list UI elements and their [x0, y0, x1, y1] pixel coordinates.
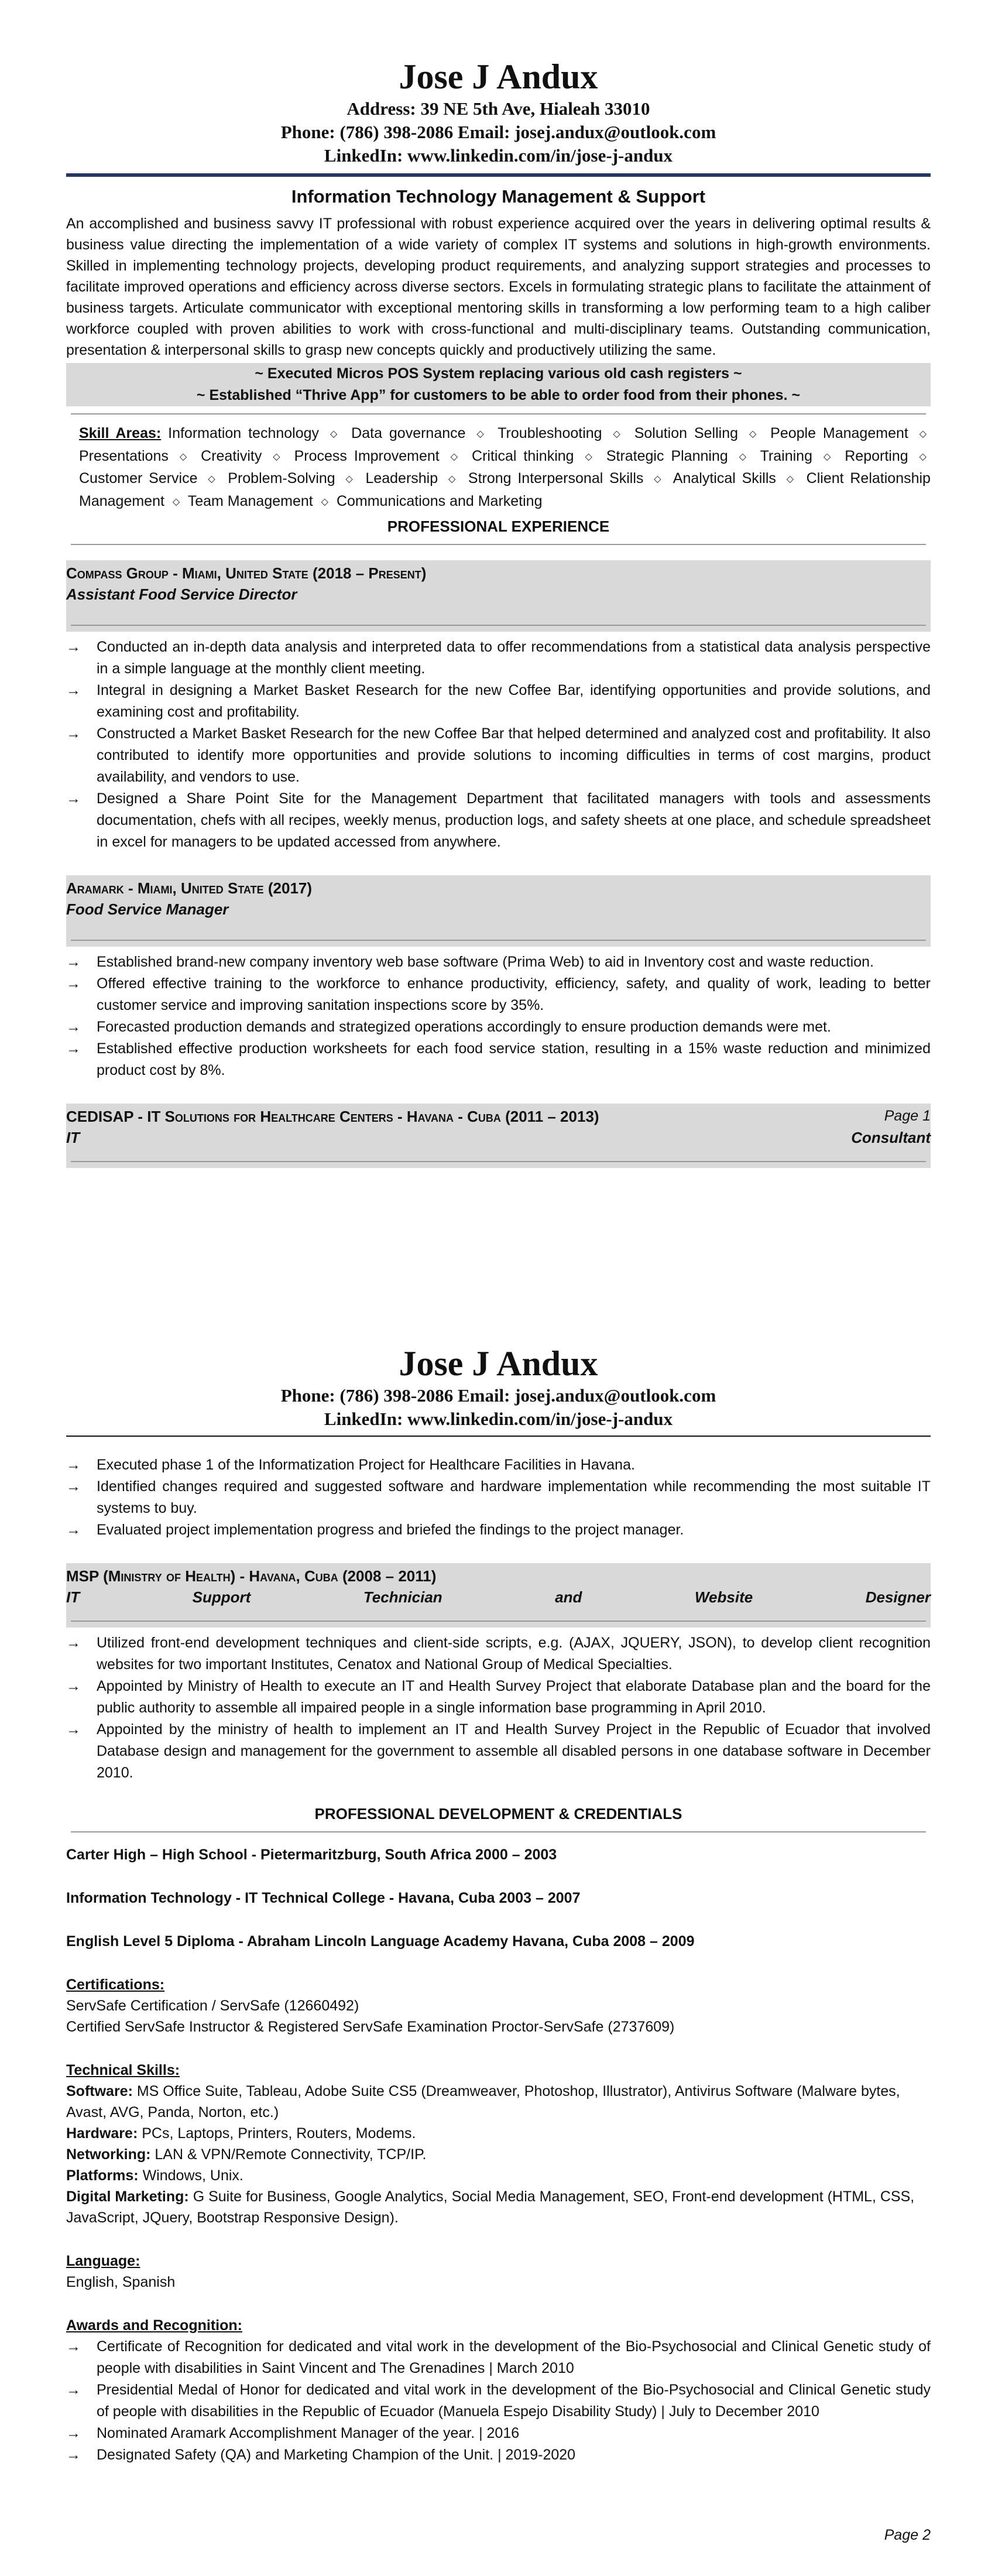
right-arrow-icon: → — [66, 790, 81, 807]
skill-item: Troubleshooting — [498, 425, 602, 441]
right-arrow-icon: → — [66, 975, 81, 992]
linkedin: LinkedIn: www.linkedin.com/in/jose-j-andux — [324, 145, 673, 166]
right-arrow-icon: → — [66, 1635, 81, 1651]
bullet-item — [66, 1476, 931, 1519]
highlight: ~ Executed Micros POS System replacing various old cash registers ~ — [255, 365, 742, 382]
right-arrow-icon: → — [66, 1478, 81, 1495]
awards-list — [66, 2336, 931, 2466]
technical-skill-category: Software: — [66, 2083, 133, 2099]
skill-areas-label: Skill Areas: — [79, 425, 162, 441]
skill-item: Team Management — [187, 492, 313, 509]
skill-item: Data governance — [351, 425, 466, 441]
bullet-item — [66, 788, 931, 853]
technical-skill-values: MS Office Suite, Tableau, Adobe Suite CS5 (Dreamweaver, Photoshop, Illustrator), Antivirus Software (Malware bytes, Avast, AVG, Panda, Norton, etc.) — [66, 2083, 900, 2121]
diamond-separator-icon: ◇ — [476, 429, 487, 439]
right-arrow-icon: → — [66, 2338, 81, 2355]
education-entry: Information Technology - IT Technical College - Havana, Cuba 2003 – 2007 — [66, 1890, 581, 1906]
divider — [71, 1161, 926, 1162]
divider — [71, 1621, 926, 1622]
bullet-item — [66, 1038, 931, 1081]
skill-item: Critical thinking — [472, 447, 574, 464]
job-header-cedisap — [66, 1104, 931, 1168]
job-bullets — [66, 636, 931, 853]
technical-skill-category: Digital Marketing: — [66, 2188, 189, 2205]
section-title-experience: PROFESSIONAL EXPERIENCE — [387, 518, 610, 535]
languages: English, Spanish — [66, 2274, 176, 2290]
bullet-item — [66, 680, 931, 723]
technical-skill-line — [66, 2081, 931, 2123]
bullet-item — [66, 723, 931, 788]
education-entry: Carter High – High School - Pietermaritzburg, South Africa 2000 – 2003 — [66, 1847, 557, 1863]
bullet-text: Utilized front-end development techniques and client-side scripts, e.g. (AJAX, JQUERY, JSON), to develop client recognition websites for two important Institutes, Cenatox and National Group of Medical Specialties. — [97, 1635, 931, 1673]
technical-skills-heading: Technical Skills: — [66, 2062, 180, 2078]
skill-item: Client Relationship Management — [79, 470, 931, 509]
address: Address: 39 NE 5th Ave, Hialeah 33010 — [346, 98, 650, 119]
job-header-msp — [66, 1563, 931, 1628]
technical-skill-line — [66, 2123, 931, 2144]
job-title: Food Service Manager — [66, 900, 229, 918]
technical-skill-values: Windows, Unix. — [138, 2167, 243, 2184]
bullet-text: Executed phase 1 of the Informatization Project for Healthcare Facilities in Havana. — [97, 1457, 635, 1473]
bullet-item — [66, 1454, 931, 1476]
job-company: CEDISAP - IT Solutions for Healthcare Centers - Havana - Cuba (2011 – 2013) — [66, 1108, 599, 1125]
bullet-item — [66, 2336, 931, 2379]
technical-skill-values: LAN & VPN/Remote Connectivity, TCP/IP. — [150, 2146, 427, 2163]
bullet-item — [66, 2444, 931, 2466]
language-heading: Language: — [66, 2253, 140, 2269]
technical-skill-category: Platforms: — [66, 2167, 139, 2184]
right-arrow-icon: → — [66, 1721, 81, 1738]
right-arrow-icon: → — [66, 2447, 81, 2463]
divider — [71, 625, 926, 626]
right-arrow-icon: → — [66, 2382, 81, 2398]
bullet-item — [66, 2379, 931, 2423]
technical-skill-values: G Suite for Business, Google Analytics, Social Media Management, SEO, Front-end development (HTML, CSS, JavaScript, JQuery, Bootstrap Responsive Design). — [66, 2188, 915, 2226]
bullet-text: Offered effective training to the workforce to enhance productivity, efficiency, safety, and quality of work, leading to better customer service and improving sanitation inspections score by 35%. — [97, 975, 931, 1013]
technical-skill-line — [66, 2144, 931, 2165]
bullet-text: Established brand-new company inventory web base software (Prima Web) to aid in Inventory cost and waste reduction. — [97, 954, 874, 970]
bullet-text: Presidential Medal of Honor for dedicated and vital work in the development of the Bio-Psychosocial and Clinical Genetic study of people with disabilities in the Republic of Ecuador (Manuela Espejo Disability Study) | July to December 2010 — [97, 2382, 931, 2420]
right-arrow-icon: → — [66, 954, 81, 970]
candidate-name: Jose J Andux — [399, 1344, 598, 1383]
bullet-text: Established effective production worksheets for each food service station, resulting in a 15% waste reduction and minimized product cost by 8%. — [97, 1040, 931, 1078]
job-title: Assistant Food Service Director — [66, 585, 297, 603]
diamond-separator-icon: ◇ — [739, 451, 750, 462]
diamond-separator-icon: ◇ — [786, 474, 796, 484]
section-title-credentials: PROFESSIONAL DEVELOPMENT & CREDENTIALS — [314, 1805, 682, 1823]
awards-heading: Awards and Recognition: — [66, 2317, 242, 2334]
diamond-separator-icon: ◇ — [919, 451, 927, 462]
bullet-item — [66, 636, 931, 680]
diamond-separator-icon: ◇ — [345, 474, 355, 484]
certification: ServSafe Certification / ServSafe (12660492) — [66, 1998, 359, 2014]
linkedin: LinkedIn: www.linkedin.com/in/jose-j-andux — [324, 1409, 673, 1429]
skill-item: People Management — [770, 425, 908, 441]
highlight: ~ Established “Thrive App” for customers to be able to order food from their phones. ~ — [196, 387, 801, 403]
technical-skill-values: PCs, Laptops, Printers, Routers, Modems. — [138, 2125, 416, 2142]
job-company: Compass Group - Miami, United State (2018 – Present) — [66, 564, 427, 582]
skill-item: Presentations — [79, 447, 169, 464]
right-arrow-icon: → — [66, 639, 81, 655]
job-company: Aramark - Miami, United State (2017) — [66, 879, 313, 897]
page-number: Page 1 — [884, 1108, 931, 1124]
bullet-text: Integral in designing a Market Basket Research for the new Coffee Bar, identifying opportunities and provide solutions, and examining cost and profitability. — [97, 682, 931, 720]
diamond-separator-icon: ◇ — [273, 451, 283, 462]
bullet-text: Nominated Aramark Accomplishment Manager of the year. | 2016 — [97, 2425, 520, 2441]
bullet-item — [66, 1519, 931, 1541]
skill-item: Problem-Solving — [228, 470, 335, 487]
technical-skill-category: Networking: — [66, 2146, 151, 2163]
diamond-separator-icon: ◇ — [448, 474, 458, 484]
header-divider — [66, 173, 931, 177]
highlights-band — [66, 363, 931, 406]
diamond-separator-icon: ◇ — [208, 474, 218, 484]
skill-item: Information technology — [168, 425, 320, 441]
divider — [71, 544, 926, 545]
diamond-separator-icon: ◇ — [919, 429, 927, 439]
job-header-compass — [66, 560, 931, 632]
bullet-item — [66, 1016, 931, 1038]
skill-item: Training — [760, 447, 812, 464]
bullet-item — [66, 2423, 931, 2444]
job-title: IT Support Technician and Website Designer — [66, 1588, 931, 1606]
right-arrow-icon: → — [66, 1678, 81, 1694]
skill-item: Creativity — [201, 447, 262, 464]
education-entry: English Level 5 Diploma - Abraham Lincoln Language Academy Havana, Cuba 2008 – 2009 — [66, 1933, 695, 1950]
right-arrow-icon: → — [66, 2425, 81, 2441]
bullet-text: Constructed a Market Basket Research for the new Coffee Bar that helped determined and analyzed cost and profitability. It also contributed to identify more opportunities and provide solutions to incoming difficulties in terms of cost margins, product availability, and vendors to use. — [97, 725, 931, 785]
diamond-separator-icon: ◇ — [613, 429, 623, 439]
phone-email: Phone: (786) 398-2086 Email: josej.andux@outlook.com — [280, 1385, 716, 1406]
bullet-item — [66, 973, 931, 1016]
certifications-heading: Certifications: — [66, 1976, 165, 1993]
right-arrow-icon: → — [66, 1522, 81, 1538]
job-header-aramark — [66, 875, 931, 947]
bullet-text: Forecasted production demands and strategized operations accordingly to ensure production demands were met. — [97, 1019, 831, 1035]
skill-item: Solution Selling — [634, 425, 739, 441]
diamond-separator-icon: ◇ — [179, 451, 190, 462]
bullet-text: Certificate of Recognition for dedicated and vital work in the development of the Bio-Psychosocial and Clinical Genetic study of people with disabilities in Saint Vincent and The Grenadines | March 2010 — [97, 2338, 931, 2376]
diamond-separator-icon: ◇ — [654, 474, 664, 484]
bullet-item — [66, 1676, 931, 1719]
bullet-text: Appointed by the ministry of health to implement an IT and Health Survey Project in the Republic of Ecuador that involved Database design and management for the government to assemble all disabled persons in one database software in December 2010. — [97, 1721, 931, 1781]
skill-item: Strong Interpersonal Skills — [468, 470, 644, 487]
headline: Information Technology Management & Support — [291, 186, 706, 207]
bullet-item — [66, 1719, 931, 1784]
bullet-text: Identified changes required and suggested software and hardware implementation while recommending the most suitable IT systems to buy. — [97, 1478, 931, 1516]
technical-skills-list — [66, 2081, 931, 2228]
bullet-item — [66, 1632, 931, 1676]
skill-item: Reporting — [845, 447, 908, 464]
page-number: Page 2 — [884, 2527, 931, 2543]
divider — [71, 940, 926, 941]
candidate-name: Jose J Andux — [399, 57, 598, 96]
diamond-separator-icon: ◇ — [823, 451, 834, 462]
job-bullets — [66, 1454, 931, 1541]
skill-item: Communications and Marketing — [336, 492, 543, 509]
bullet-text: Designed a Share Point Site for the Management Department that facilitated managers with tools and assessments documentation, chefs with all recipes, weekly menus, production logs, and safety sheets at one place, and schedule spreadsheet in excel for managers to be updated accessed from anywhere. — [97, 790, 931, 850]
right-arrow-icon: → — [66, 1019, 81, 1035]
technical-skill-category: Hardware: — [66, 2125, 138, 2142]
divider — [71, 1831, 926, 1832]
skill-item: Process Improvement — [294, 447, 440, 464]
right-arrow-icon: → — [66, 1457, 81, 1473]
skill-item: Customer Service — [79, 470, 198, 487]
technical-skill-line — [66, 2165, 931, 2186]
diamond-separator-icon: ◇ — [172, 496, 180, 507]
divider — [71, 413, 926, 415]
right-arrow-icon: → — [66, 682, 81, 698]
job-title: IT Consultant — [66, 1129, 931, 1146]
bullet-item — [66, 951, 931, 973]
skill-areas — [66, 423, 931, 513]
skill-item: Analytical Skills — [673, 470, 776, 487]
right-arrow-icon: → — [66, 725, 81, 742]
bullet-text: Conducted an in-depth data analysis and interpreted data to offer recommendations from a statistical data analysis perspective in a simple language at the monthly client meeting. — [97, 639, 931, 677]
resume-page-2 — [0, 1288, 995, 2576]
bullet-text: Designated Safety (QA) and Marketing Champion of the Unit. | 2019-2020 — [97, 2447, 576, 2463]
diamond-separator-icon: ◇ — [330, 429, 341, 439]
diamond-separator-icon: ◇ — [450, 451, 461, 462]
certification: Certified ServSafe Instructor & Registered ServSafe Examination Proctor-ServSafe (2737609) — [66, 2019, 675, 2035]
phone-email: Phone: (786) 398-2086 Email: josej.andux@outlook.com — [280, 122, 716, 142]
diamond-separator-icon: ◇ — [585, 451, 595, 462]
bullet-text: Evaluated project implementation progress and briefed the findings to the project manager. — [97, 1522, 684, 1538]
summary: An accomplished and business savvy IT professional with robust experience acquired over the years in delivering optimal results & business value directing the implementation of a wide variety of complex IT systems and solutions in high-growth environments. Skilled in implementing technology projects, developing product requirements, and analyzing support strategies and processes to facilitate improved operations and efficiency across diverse sectors. Excels in formulating strategic plans to facilitate the attainment of business targets. Articulate communicator with exceptional mentoring skills in transforming a low performing team to a high caliber workforce coupled with proven abilities to work with cross-functional and multi-disciplinary teams. Outstanding communication, presentation & interpersonal skills to grasp new concepts quickly and productively utilizing the same. — [66, 215, 931, 358]
diamond-separator-icon: ◇ — [321, 496, 328, 507]
job-bullets — [66, 1632, 931, 1784]
header-divider — [66, 1436, 931, 1437]
diamond-separator-icon: ◇ — [749, 429, 760, 439]
right-arrow-icon: → — [66, 1040, 81, 1057]
bullet-text: Appointed by Ministry of Health to execute an IT and Health Survey Project that elaborate Database plan and the board for the public authority to assemble all impaired people in a single information base programming in April 2010. — [97, 1678, 931, 1716]
technical-skill-line — [66, 2186, 931, 2228]
skill-item: Leadership — [365, 470, 438, 487]
education-list — [66, 1844, 931, 1952]
job-bullets — [66, 951, 931, 1081]
skill-item: Strategic Planning — [606, 447, 728, 464]
job-company: MSP (Ministry of Health) - Havana, Cuba (2008 – 2011) — [66, 1567, 437, 1585]
